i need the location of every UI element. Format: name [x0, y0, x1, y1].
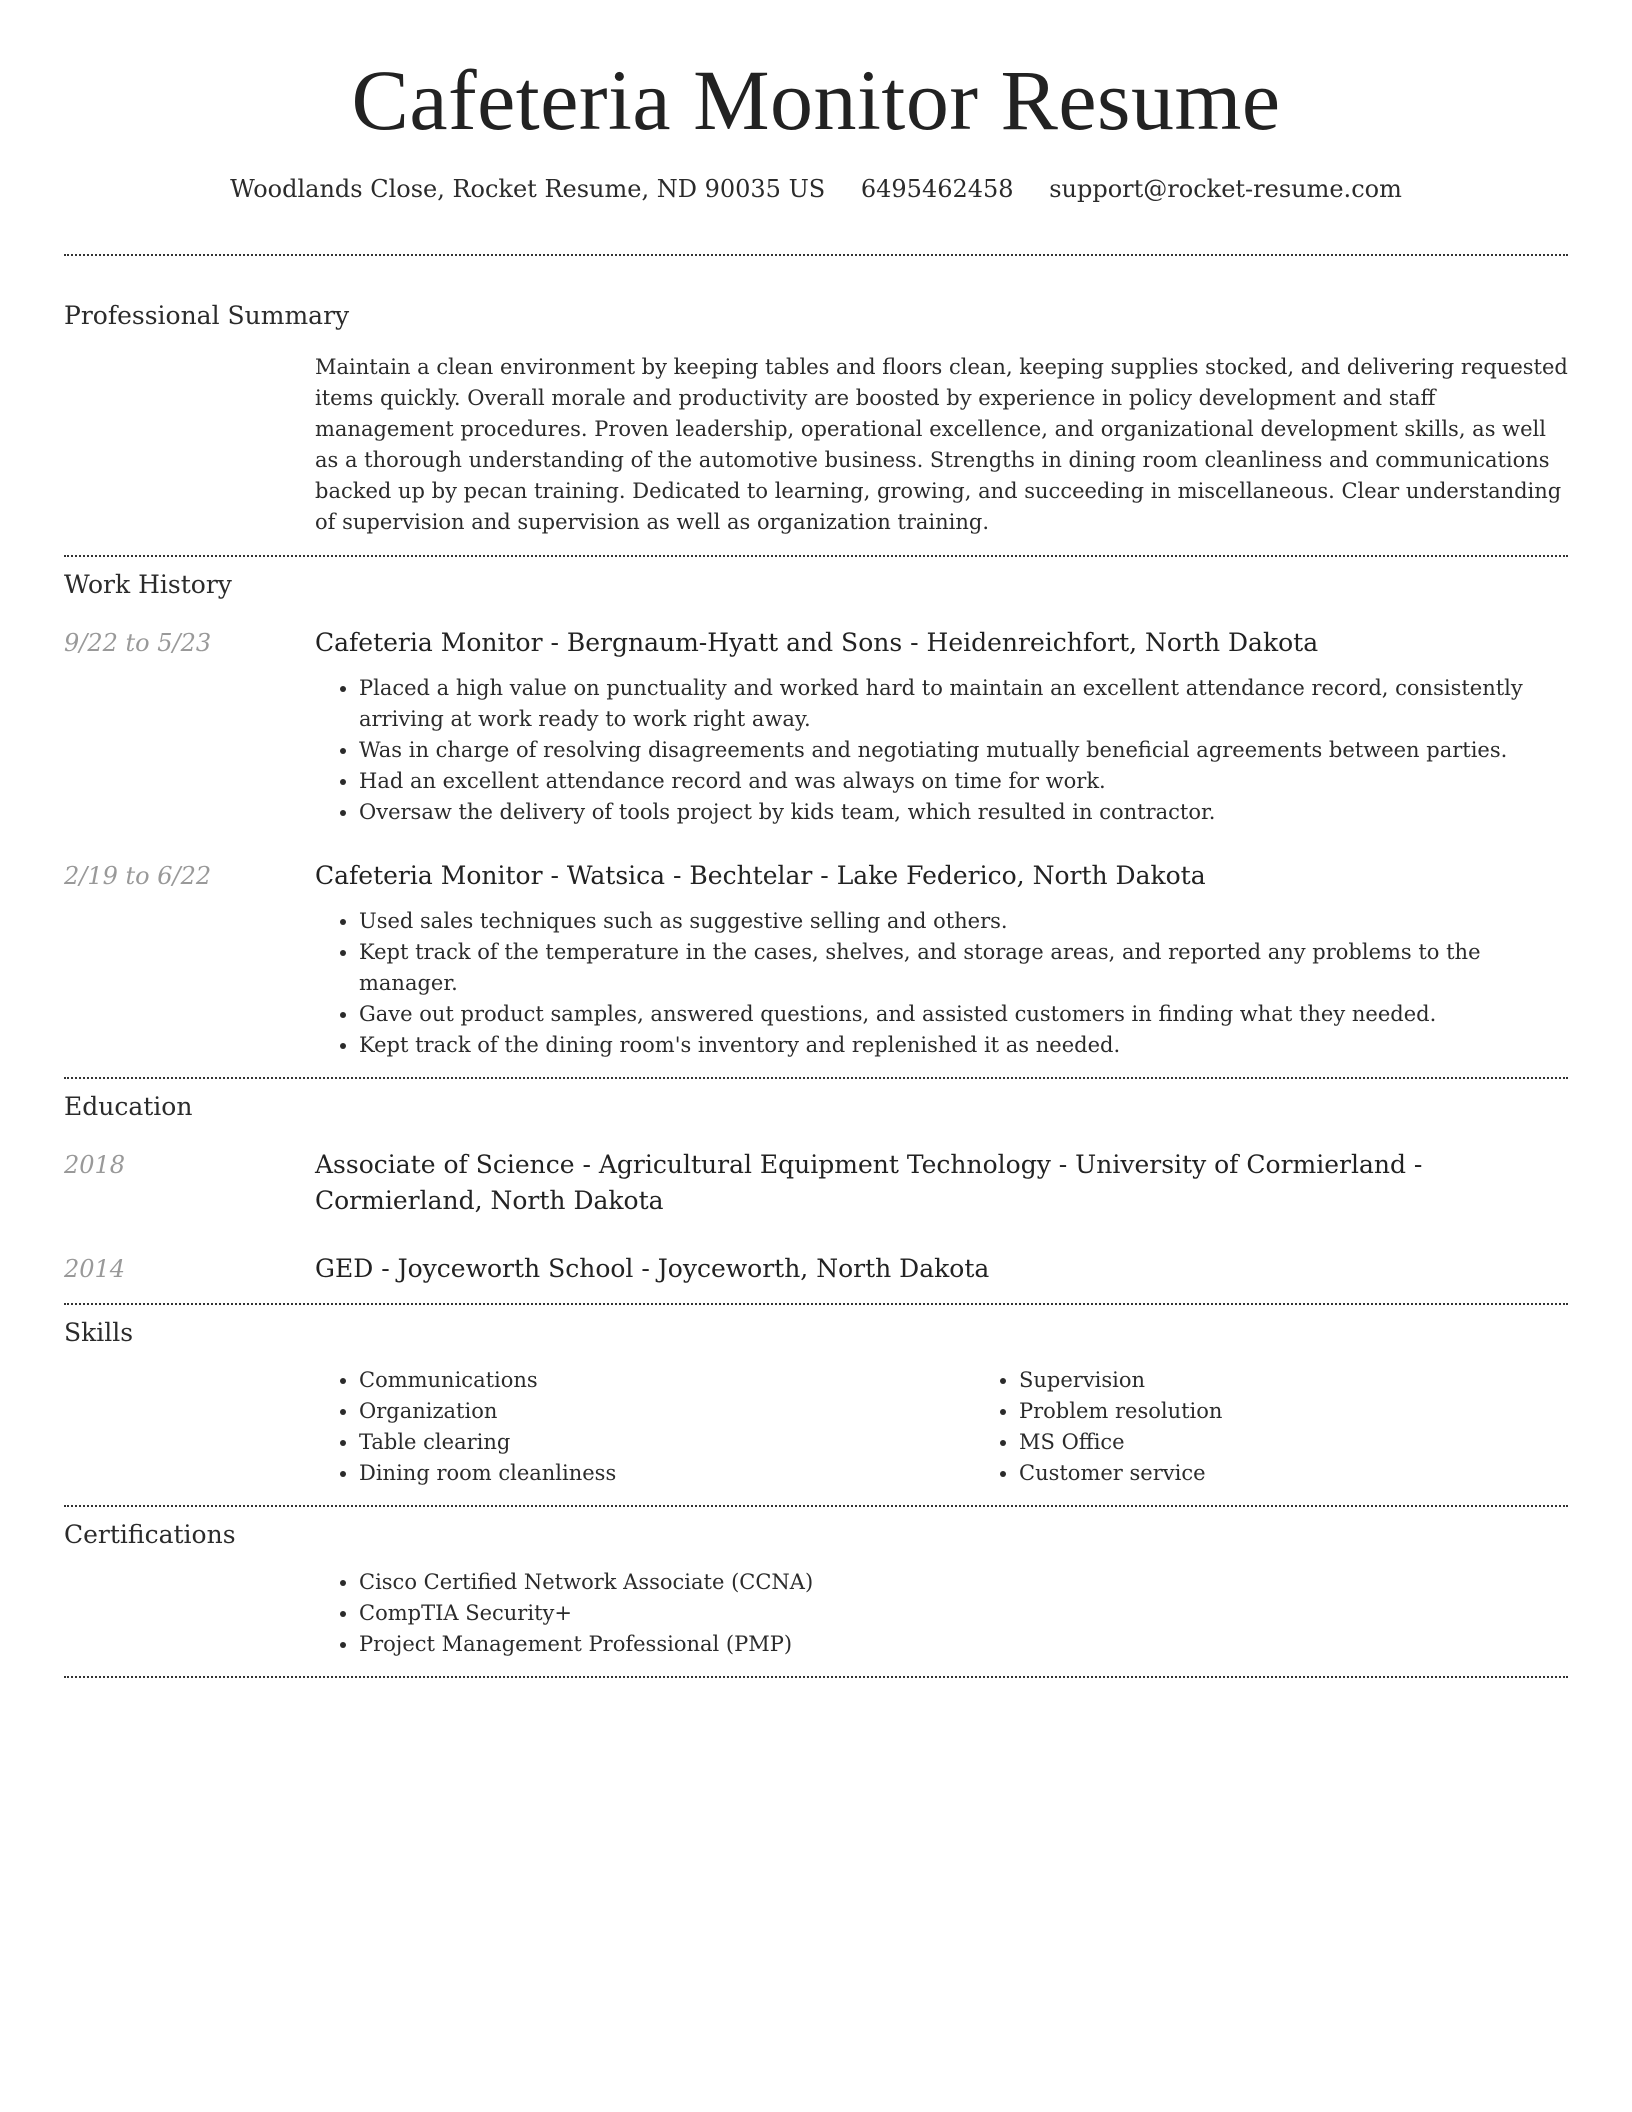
divider	[64, 1676, 1568, 1678]
summary-text: Maintain a clean environment by keeping tables and floors clean, keeping supplies stocked, and delivering requested items quickly. Overall morale and productivity are boosted by experience in policy development and staff management procedures. Proven leadership, operational excellence, and organizational development skills, as well as a thorough understanding of the automotive business. Strengths in dining room cleanliness and communications backed up by pecan training. Dedicated to learning, growing, and succeeding in miscellaneous. Clear understanding of supervision and supervision as well as organization training.	[315, 355, 1568, 534]
date-column-empty	[64, 352, 315, 538]
job-bullets	[315, 673, 1568, 828]
divider	[64, 555, 1568, 557]
job-entry	[64, 625, 1568, 828]
list-item: • Kept track of the dining room's inventory and replenished it as needed.	[359, 1030, 1568, 1061]
section-heading: Skills	[64, 1318, 134, 1347]
education-year: 2018	[64, 1151, 126, 1179]
list-item: • Problem resolution	[1019, 1396, 1632, 1427]
list-item: • Was in charge of resolving disagreements and negotiating mutually beneficial agreements between parties.	[359, 735, 1568, 766]
list-item: • Oversaw the delivery of tools project by kids team, which resulted in contractor.	[359, 797, 1568, 828]
job-bullets	[315, 906, 1568, 1061]
section-summary	[64, 298, 1568, 538]
section-heading: Certifications	[64, 1520, 236, 1549]
divider	[64, 1077, 1568, 1079]
job-title: Cafeteria Monitor - Watsica - Bechtelar - Lake Federico, North Dakota	[315, 861, 1206, 890]
list-item: • Supervision	[1019, 1365, 1632, 1396]
list-item: • Table clearing	[359, 1427, 975, 1458]
job-dates: 2/19 to 6/22	[64, 862, 212, 890]
list-item: • Project Management Professional (PMP)	[359, 1629, 1568, 1660]
page-title: Cafeteria Monitor Resume	[351, 52, 1281, 148]
list-item: • Dining room cleanliness	[359, 1458, 975, 1489]
education-entry	[64, 1147, 1568, 1219]
section-heading: Education	[64, 1092, 193, 1121]
section-certifications	[64, 1517, 1568, 1660]
date-column-empty	[64, 1365, 315, 1489]
contact-address: Woodlands Close, Rocket Resume, ND 90035 US	[230, 175, 826, 203]
section-education	[64, 1089, 1568, 1287]
list-item: • Had an excellent attendance record and was always on time for work.	[359, 766, 1568, 797]
section-heading: Professional Summary	[64, 301, 350, 330]
education-entry	[64, 1251, 1568, 1287]
contact-email: support@rocket-resume.com	[1049, 175, 1402, 203]
divider	[64, 1303, 1568, 1305]
list-item: • Kept track of the temperature in the cases, shelves, and storage areas, and reported any problems to the manager.	[359, 937, 1568, 999]
section-work-history	[64, 567, 1568, 1061]
job-entry	[64, 858, 1568, 1061]
divider	[64, 254, 1568, 256]
skills-list-left	[315, 1365, 975, 1489]
education-year: 2014	[64, 1255, 126, 1283]
list-item: • Organization	[359, 1396, 975, 1427]
contact-line	[64, 172, 1568, 206]
education-text: Associate of Science - Agricultural Equipment Technology - University of Cormierland - Cormierland, North Dakota	[315, 1150, 1423, 1215]
list-item: • Customer service	[1019, 1458, 1632, 1489]
list-item: • CompTIA Security+	[359, 1598, 1568, 1629]
section-skills	[64, 1315, 1568, 1489]
job-title: Cafeteria Monitor - Bergnaum-Hyatt and Sons - Heidenreichfort, North Dakota	[315, 628, 1319, 657]
list-item: • MS Office	[1019, 1427, 1632, 1458]
divider	[64, 1505, 1568, 1507]
education-text: GED - Joyceworth School - Joyceworth, North Dakota	[315, 1254, 990, 1283]
list-item: • Used sales techniques such as suggestive selling and others.	[359, 906, 1568, 937]
job-dates: 9/22 to 5/23	[64, 629, 212, 657]
list-item: • Placed a high value on punctuality and worked hard to maintain an excellent attendance record, consistently arriving at work ready to work right away.	[359, 673, 1568, 735]
certifications-list	[315, 1567, 1568, 1660]
contact-phone: 6495462458	[860, 175, 1014, 203]
resume-page	[64, 0, 1568, 1678]
list-item: • Cisco Certified Network Associate (CCNA)	[359, 1567, 1568, 1598]
date-column-empty	[64, 1567, 315, 1660]
section-heading: Work History	[64, 570, 232, 599]
list-item: • Gave out product samples, answered questions, and assisted customers in finding what they needed.	[359, 999, 1568, 1030]
skills-list-right	[975, 1365, 1632, 1489]
list-item: • Communications	[359, 1365, 975, 1396]
